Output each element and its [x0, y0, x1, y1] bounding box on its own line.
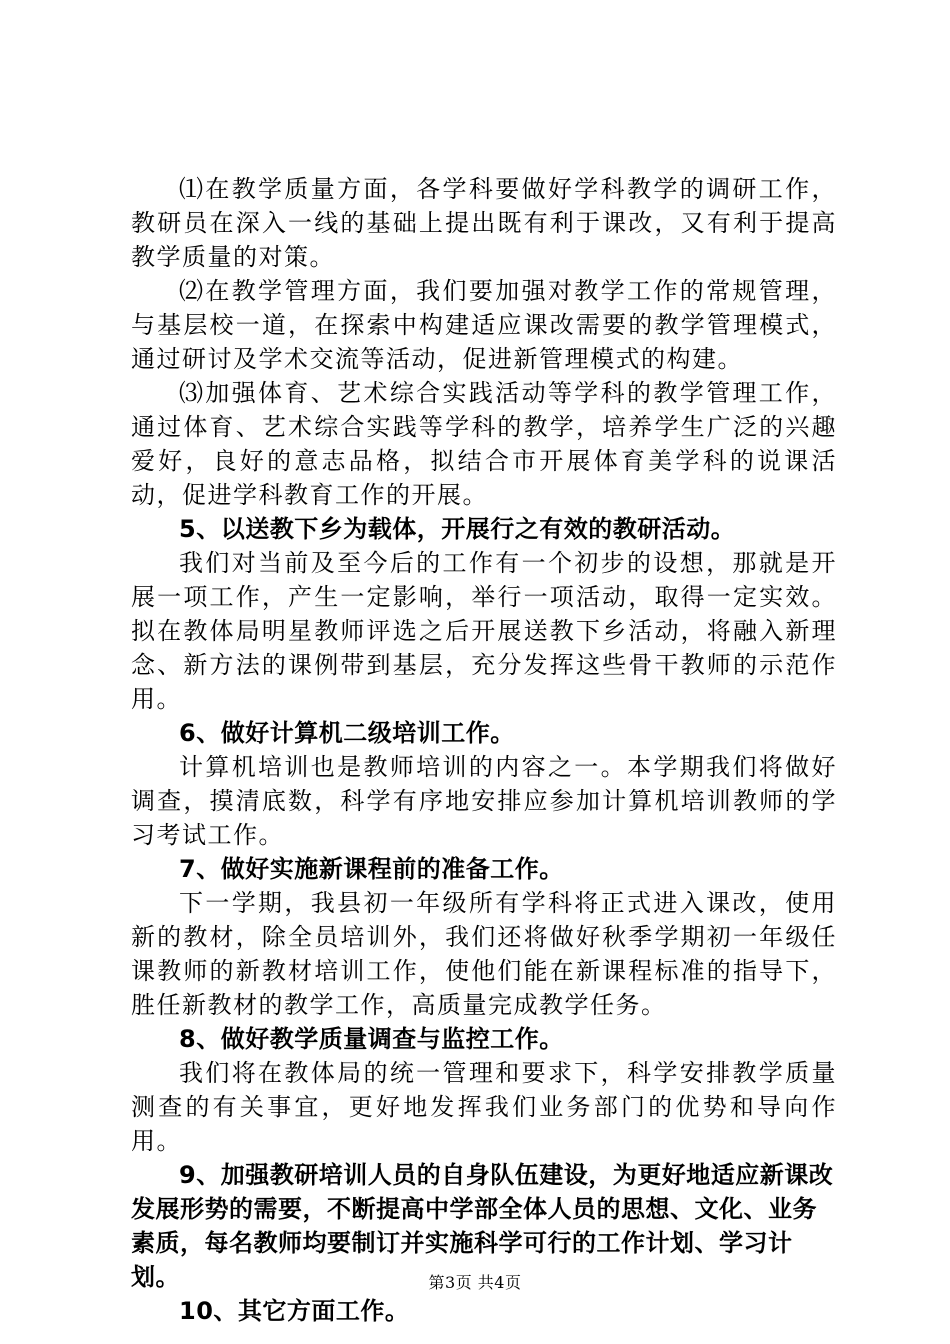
section-heading-10: 10、其它方面工作。	[179, 1297, 410, 1325]
paragraph-quality: ⑴在教学质量方面，各学科要做好学科教学的调研工作，教研员在深入一线的基础上提出既有利于课改，又有利于提高教学质量的对策。	[131, 175, 837, 271]
section-heading-7: 7、做好实施新课程前的准备工作。	[179, 855, 564, 883]
paragraph-sports-arts: ⑶加强体育、艺术综合实践活动等学科的教学管理工作，通过体育、艺术综合实践等学科的教学，培养学生广泛的兴趣爱好，良好的意志品格，拟结合市开展体育美学科的说课活动，促进学科教育工作的开展。	[131, 379, 837, 509]
section-heading-9: 9、加强教研培训人员的自身队伍建设，为更好地适应新课改发展形势的需要，不断提高中学部全体人员的思想、文化、业务素质，每名教师均要制订并实施科学可行的工作计划、学习计划。	[131, 1161, 834, 1291]
section-heading-5: 5、以送教下乡为载体，开展行之有效的教研活动。	[179, 515, 736, 543]
paragraph-management: ⑵在教学管理方面，我们要加强对教学工作的常规管理，与基层校一道，在探索中构建适应课改需要的教学管理模式，通过研讨及学术交流等活动，促进新管理模式的构建。	[131, 277, 837, 373]
paragraph-quality-monitoring: 我们将在教体局的统一管理和要求下，科学安排教学质量测查的有关事宜，更好地发挥我们业务部门的优势和导向作用。	[131, 1059, 837, 1155]
document-body	[131, 172, 837, 1328]
paragraph-computer-training: 计算机培训也是教师培训的内容之一。本学期我们将做好调查，摸清底数，科学有序地安排应参加计算机培训教师的学习考试工作。	[131, 753, 837, 849]
paragraph-send-teaching: 我们对当前及至今后的工作有一个初步的设想，那就是开展一项工作，产生一定影响，举行一项活动，取得一定实效。拟在教体局明星教师评选之后开展送教下乡活动，将融入新理念、新方法的课例带到基层，充分发挥这些骨干教师的示范作用。	[131, 549, 837, 713]
paragraph-new-curriculum: 下一学期，我县初一年级所有学科将正式进入课改，使用新的教材，除全员培训外，我们还将做好秋季学期初一年级任课教师的新教材培训工作，使他们能在新课程标准的指导下，胜任新教材的教学工作，高质量完成教学任务。	[131, 889, 837, 1019]
page-number-footer: 第3页 共4页	[428, 1273, 522, 1292]
section-heading-6: 6、做好计算机二级培训工作。	[179, 719, 515, 747]
section-heading-8: 8、做好教学质量调查与监控工作。	[179, 1025, 564, 1053]
